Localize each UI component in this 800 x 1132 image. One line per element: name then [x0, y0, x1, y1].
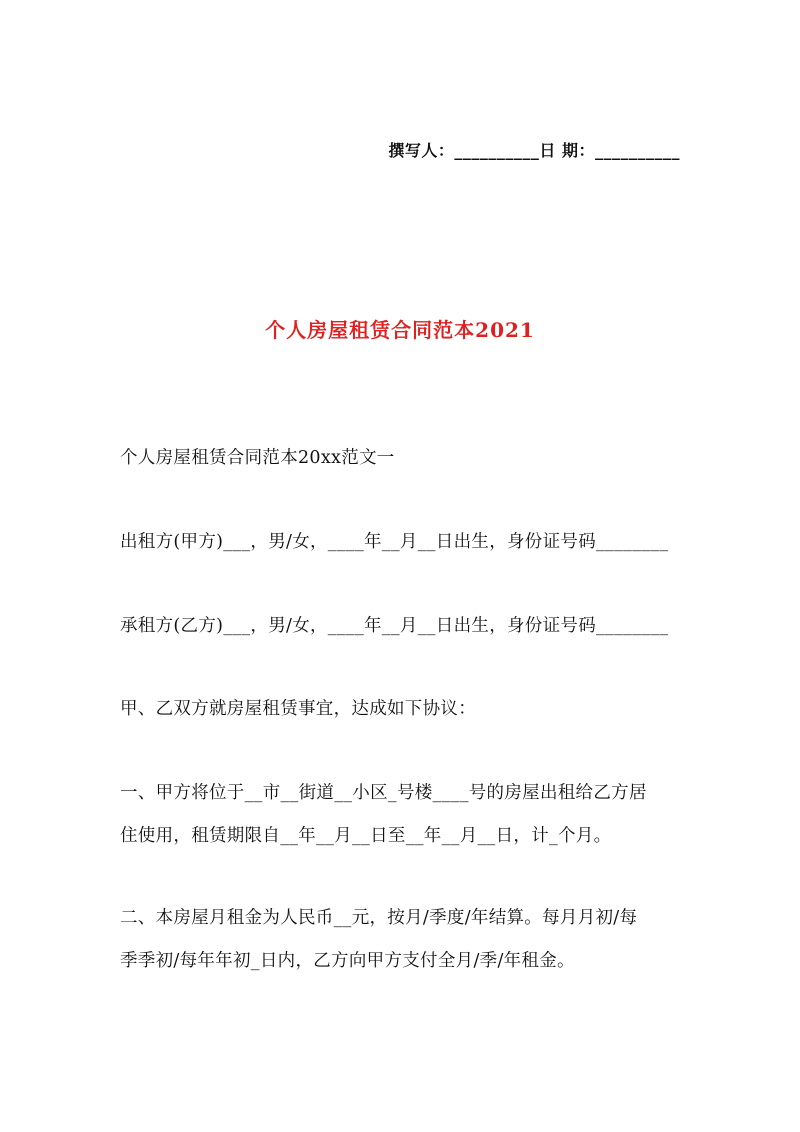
document-subtitle: 个人房屋租赁合同范本20xx范文一 — [120, 448, 395, 468]
author-label: 撰写人： — [388, 141, 455, 160]
lessee-line: 承租方(乙方)___，男/女，____年__月__日出生，身份证号码________ — [120, 616, 669, 636]
clause-2-line-2: 季季初/每年年初_日内，乙方向甲方支付全月/季/年租金。 — [120, 951, 575, 971]
document-title: 个人房屋租赁合同范本2021 — [265, 318, 535, 342]
date-label: 日 期： — [539, 141, 595, 160]
author-blank: __________ — [454, 141, 540, 160]
author-date-line — [388, 138, 680, 161]
clause-2-line-1: 二、本房屋月租金为人民币__元，按月/季度/年结算。每月月初/每 — [120, 908, 638, 928]
lessor-line: 出租方(甲方)___，男/女，____年__月__日出生，身份证号码________ — [120, 532, 669, 552]
clause-1-line-2: 住使用，租赁期限自__年__月__日至__年__月__日，计_个月。 — [120, 826, 612, 846]
clause-1-line-1: 一、甲方将位于__市__街道__小区_号楼____号的房屋出租给乙方居 — [120, 783, 647, 803]
agreement-intro: 甲、乙双方就房屋租赁事宜，达成如下协议： — [120, 699, 476, 719]
date-blank: __________ — [595, 141, 680, 160]
